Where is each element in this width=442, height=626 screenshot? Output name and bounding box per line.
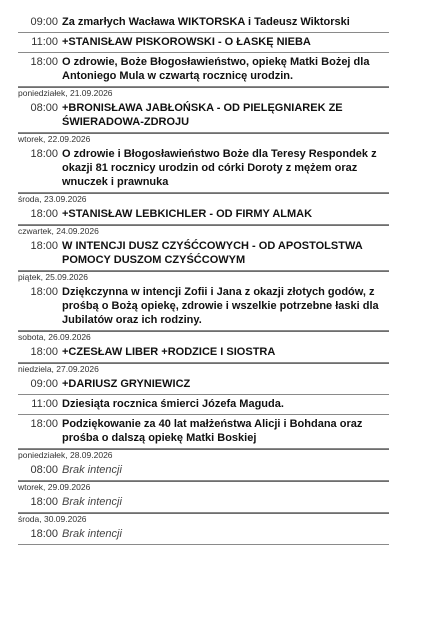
day-block <box>18 13 389 87</box>
intention-text: +STANISŁAW LEBKICHLER - OD FIRMY ALMAK <box>62 208 313 220</box>
intention-text: O zdrowie, Boże Błogosławieństwo, opiekę Matki Bożej dla Antoniego Mula w czwartą rocznicę urodzin. <box>62 56 370 82</box>
intention-time: 18:00 <box>30 346 58 358</box>
intention-text: +DARIUSZ GRYNIEWICZ <box>62 378 191 390</box>
intention-entry <box>18 205 389 225</box>
day-block <box>18 331 389 363</box>
intention-time: 18:00 <box>30 418 58 430</box>
intention-entry <box>18 145 389 193</box>
intention-time: 18:00 <box>30 528 58 540</box>
intention-entry <box>18 375 389 395</box>
intention-entry <box>18 395 389 415</box>
day-block <box>18 271 389 331</box>
day-header: sobota, 26.09.2026 <box>18 331 389 343</box>
day-block <box>18 225 389 271</box>
intention-time: 09:00 <box>30 378 58 390</box>
intention-text: Brak intencji <box>62 496 122 508</box>
day-header: poniedziałek, 28.09.2026 <box>18 449 389 461</box>
day-header: niedziela, 27.09.2026 <box>18 363 389 375</box>
mass-intentions-list <box>18 13 389 545</box>
intention-entry <box>18 343 389 363</box>
intention-text: Dziesiąta rocznica śmierci Józefa Maguda. <box>62 398 284 410</box>
intention-time: 18:00 <box>30 148 58 160</box>
day-block <box>18 363 389 449</box>
intention-entry <box>18 13 389 33</box>
day-block <box>18 133 389 193</box>
intention-entry <box>18 283 389 331</box>
intention-text: Brak intencji <box>62 464 122 476</box>
intention-entry <box>18 237 389 271</box>
intention-time: 18:00 <box>30 240 58 252</box>
intention-time: 11:00 <box>31 398 58 410</box>
intention-entry <box>18 415 389 449</box>
day-block <box>18 193 389 225</box>
intention-entry <box>18 493 389 513</box>
intention-entry <box>18 461 389 481</box>
intention-entry <box>18 33 389 53</box>
intention-text: Za zmarłych Wacława WIKTORSKA i Tadeusz Wiktorski <box>62 16 350 28</box>
day-block <box>18 513 389 545</box>
intention-time: 08:00 <box>30 102 58 114</box>
intention-time: 18:00 <box>30 56 58 68</box>
intention-text: O zdrowie i Błogosławieństwo Boże dla Teresy Respondek z okazji 81 rocznicy urodzin od córki Doroty z mężem oraz wnuczek i prawnuka <box>62 148 377 188</box>
day-header: środa, 30.09.2026 <box>18 513 389 525</box>
intention-time: 11:00 <box>31 36 58 48</box>
intention-entry <box>18 53 389 87</box>
intention-time: 18:00 <box>30 208 58 220</box>
intention-text: Brak intencji <box>62 528 122 540</box>
day-header: środa, 23.09.2026 <box>18 193 389 205</box>
day-header: poniedziałek, 21.09.2026 <box>18 87 389 99</box>
day-block <box>18 481 389 513</box>
day-block <box>18 87 389 133</box>
intention-text: Podziękowanie za 40 lat małżeństwa Alicji i Bohdana oraz prośba o dalszą opiekę Matki Boskiej <box>62 418 363 444</box>
intention-entry <box>18 525 389 545</box>
intention-text: +BRONISŁAWA JABŁOŃSKA - OD PIELĘGNIAREK ZE ŚWIERADOWA-ZDROJU <box>62 102 343 128</box>
intention-time: 09:00 <box>30 16 58 28</box>
intention-text: Dziękczynna w intencji Zofii i Jana z okazji złotych godów, z prośbą o Bożą opiekę, zdrowie i wszelkie potrzebne łaski dla Jubilatów oraz ich rodziny. <box>62 286 379 326</box>
intention-time: 08:00 <box>30 464 58 476</box>
day-header: piątek, 25.09.2026 <box>18 271 389 283</box>
day-block <box>18 449 389 481</box>
intention-text: +STANISŁAW PISKOROWSKI - O ŁASKĘ NIEBA <box>62 36 311 48</box>
intention-entry <box>18 99 389 133</box>
day-header: wtorek, 22.09.2026 <box>18 133 389 145</box>
intention-time: 18:00 <box>30 496 58 508</box>
day-header: wtorek, 29.09.2026 <box>18 481 389 493</box>
intention-text: +CZESŁAW LIBER +RODZICE I SIOSTRA <box>62 346 276 358</box>
intention-time: 18:00 <box>30 286 58 298</box>
intention-text: W INTENCJI DUSZ CZYŚĆCOWYCH - OD APOSTOLSTWA POMOCY DUSZOM CZYŚĆCOWYM <box>62 240 363 266</box>
day-header: czwartek, 24.09.2026 <box>18 225 389 237</box>
